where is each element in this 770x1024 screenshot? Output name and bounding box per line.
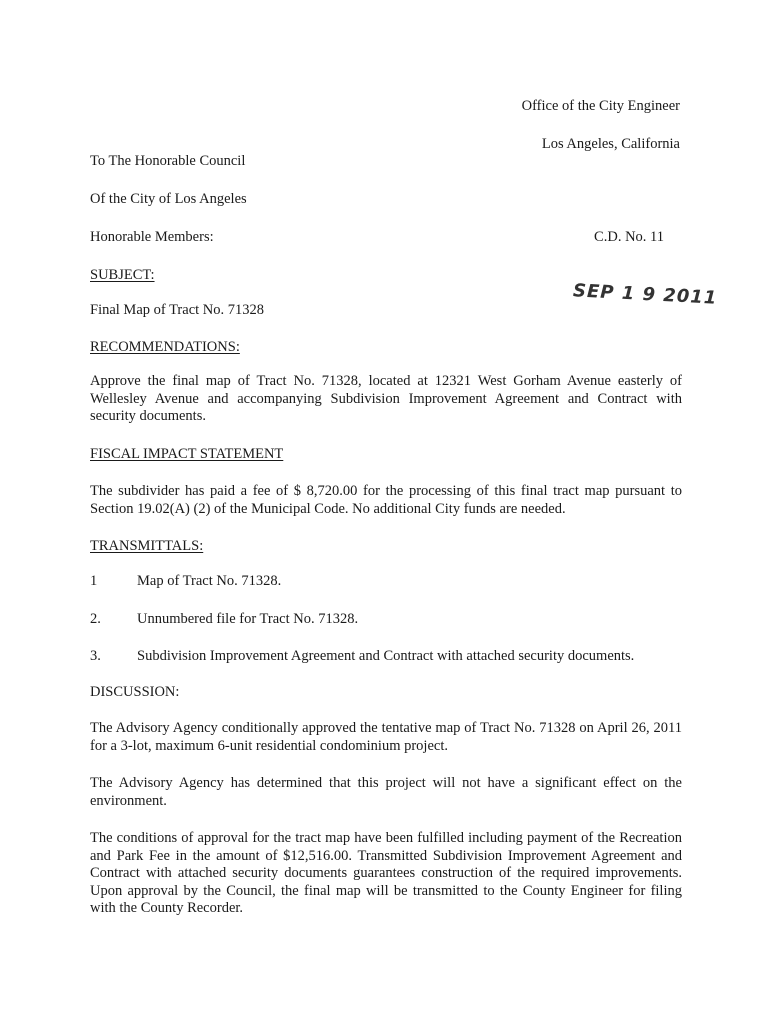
address-line-1: To The Honorable Council [90, 153, 246, 169]
transmittal-item: Map of Tract No. 71328. [137, 573, 282, 589]
transmittals-heading: TRANSMITTALS: [90, 538, 204, 554]
transmittal-item: Unnumbered file for Tract No. 71328. [137, 611, 359, 627]
fiscal-heading: FISCAL IMPACT STATEMENT [90, 446, 284, 462]
subject-text: Final Map of Tract No. 71328 [90, 302, 264, 318]
discussion-paragraph-3: The conditions of approval for the tract map have been fulfilled including payment of the Recreation and Park Fee in the amount of $12,516.00. Transmitted Subdivision Improvement Agreement and Contract with attached security documents guarantees construction of the required improvements. Upon approval by the Council, the final map will be transmitted to the County Engineer for filing with the County Recorder. [90, 830, 682, 916]
council-district: C.D. No. 11 [594, 229, 664, 245]
discussion-paragraph-1: The Advisory Agency conditionally approved the tentative map of Tract No. 71328 on April 26, 2011 for a 3-lot, maximum 6-unit residential condominium project. [90, 720, 682, 754]
address-line-2: Of the City of Los Angeles [90, 191, 247, 207]
discussion-heading: DISCUSSION: [90, 684, 180, 700]
transmittal-item: Subdivision Improvement Agreement and Contract with attached security documents. [137, 648, 635, 664]
city-heading: Los Angeles, California [541, 136, 680, 152]
discussion-paragraph-2: The Advisory Agency has determined that this project will not have a significant effect on the environment. [90, 775, 682, 809]
transmittal-number: 3. [90, 648, 101, 664]
salutation: Honorable Members: [90, 229, 214, 245]
recommendations-heading: RECOMMENDATIONS: [90, 339, 240, 355]
fiscal-text: The subdivider has paid a fee of $ 8,720.00 for the processing of this final tract map pursuant to Section 19.02(A) (2) of the Municipal Code. No additional City funds are needed. [90, 483, 682, 517]
date-stamp: SEP 1 9 2011 [572, 280, 718, 309]
transmittal-number: 2. [90, 611, 101, 627]
transmittal-number: 1 [90, 573, 98, 589]
office-heading: Office of the City Engineer [521, 98, 680, 114]
subject-heading: SUBJECT: [90, 267, 155, 283]
recommendations-text: Approve the final map of Tract No. 71328, located at 12321 West Gorham Avenue easterly of Wellesley Avenue and accompanying Subdivision Improvement Agreement and Contract with security documents. [90, 373, 682, 424]
